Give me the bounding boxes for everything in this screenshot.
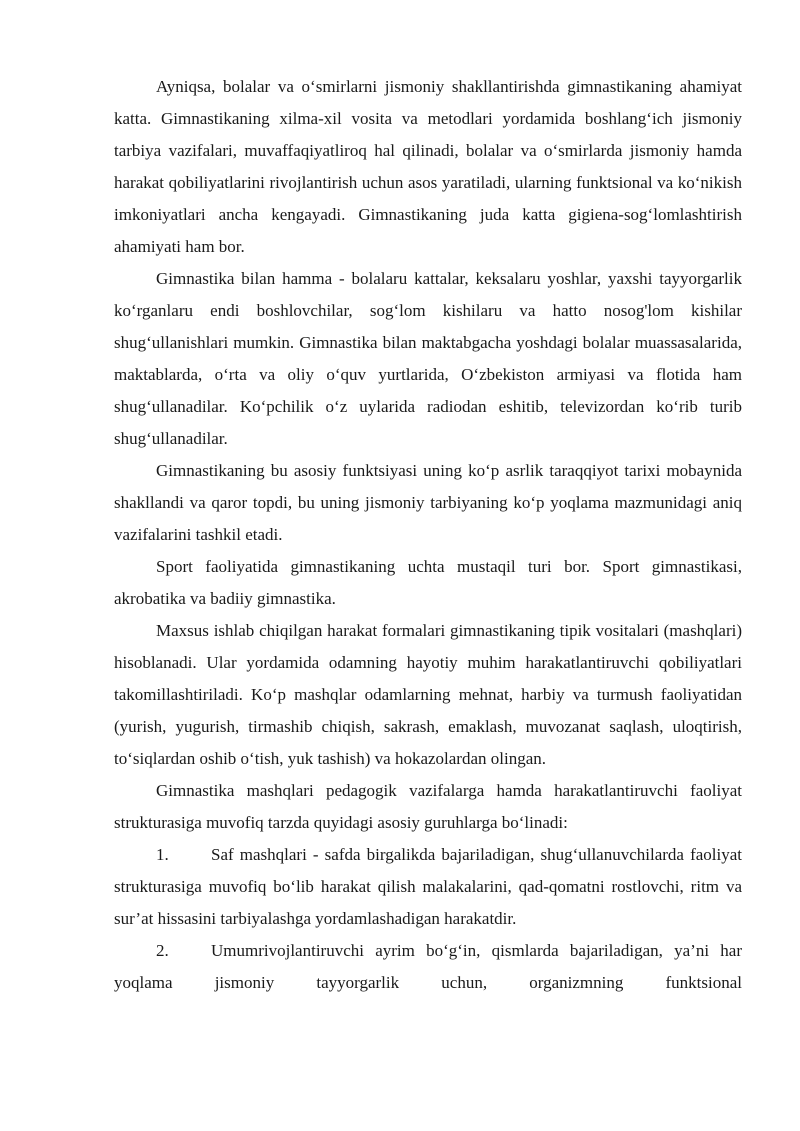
list-item-text: Umumrivojlantiruvchi ayrim bo‘g‘in, qismlarda bajariladigan, ya’ni har yoqlama jismoniy tayyorgarlik uchun, organizmning funktsional bbox=[114, 941, 742, 992]
paragraph: Gimnastika mashqlari pedagogik vazifalarga hamda harakatlantiruvchi faoliyat strukturasiga muvofiq tarzda quyidagi asosiy guruhlarga bo‘linadi: bbox=[114, 781, 742, 832]
paragraph: Maxsus ishlab chiqilgan harakat formalari gimnastikaning tipik vositalari (mashqlari) hisoblanadi. Ular yordamida odamning hayotiy muhim harakatlantiruvchi qobiliyatlari takomillashtiriladi. Ko‘p mashqlar odamlarning mehnat, harbiy va turmush faoliyatidan (yurish, yugurish, tirmashib chiqish, sakrash, emaklash, muvozanat saqlash, uloqtirish, to‘siqlardan oshib o‘tish, yuk tashish) va hokazolardan olingan. bbox=[114, 621, 742, 768]
paragraph: Sport faoliyatida gimnastikaning uchta mustaqil turi bor. Sport gimnastikasi, akrobatika va badiiy gimnastika. bbox=[114, 557, 742, 608]
paragraph: Gimnastikaning bu asosiy funktsiyasi uning ko‘p asrlik taraqqiyot tarixi mobaynida shakllandi va qaror topdi, bu uning jismoniy tarbiyaning ko‘p yoqlama mazmunidagi aniq vazifalarini tashkil etadi. bbox=[114, 461, 742, 544]
list-item bbox=[114, 935, 742, 999]
list-number: 1. bbox=[156, 845, 169, 864]
list-item bbox=[114, 839, 742, 935]
paragraph: Gimnastika bilan hamma - bolalaru kattalar, keksalaru yoshlar, yaxshi tayyorgarlik ko‘rganlaru endi boshlovchilar, sog‘lom kishilaru va hatto nosog'lom kishilar shug‘ullanishlari mumkin. Gimnastika bilan maktabgacha yoshdagi bolalar muassasalarida, maktablarda, o‘rta va oliy o‘quv yurtlarida, O‘zbekiston armiyasi va flotida ham shug‘ullanadilar. Ko‘pchilik o‘z uylarida radiodan eshitib, televizordan ko‘rib turib shug‘ullanadilar. bbox=[114, 269, 742, 448]
list-item-text: Saf mashqlari - safda birgalikda bajariladigan, shug‘ullanuvchilarda faoliyat strukturasiga muvofiq bo‘lib harakat qilish malakalarini, qad-qomatni rostlovchi, ritm va sur’at hissasini tarbiyalashga yordamlashadigan harakatdir. bbox=[114, 845, 742, 928]
list-number: 2. bbox=[156, 941, 169, 960]
document-page bbox=[114, 71, 742, 999]
paragraph: Ayniqsa, bolalar va o‘smirlarni jismoniy shakllantirishda gimnastikaning ahamiyat katta. Gimnastikaning xilma-xil vosita va metodlari yordamida boshlang‘ich jismoniy tarbiya vazifalari, muvaffaqiyatliroq hal qilinadi, bolalar va o‘smirlarda jismoniy hamda harakat qobiliyatlarini rivojlantirish uchun asos yaratiladi, ularning funktsional va ko‘nikish imkoniyatlari ancha kengayadi. Gimnastikaning juda katta gigiena-sog‘lomlashtirish ahamiyati ham bor. bbox=[114, 77, 742, 256]
